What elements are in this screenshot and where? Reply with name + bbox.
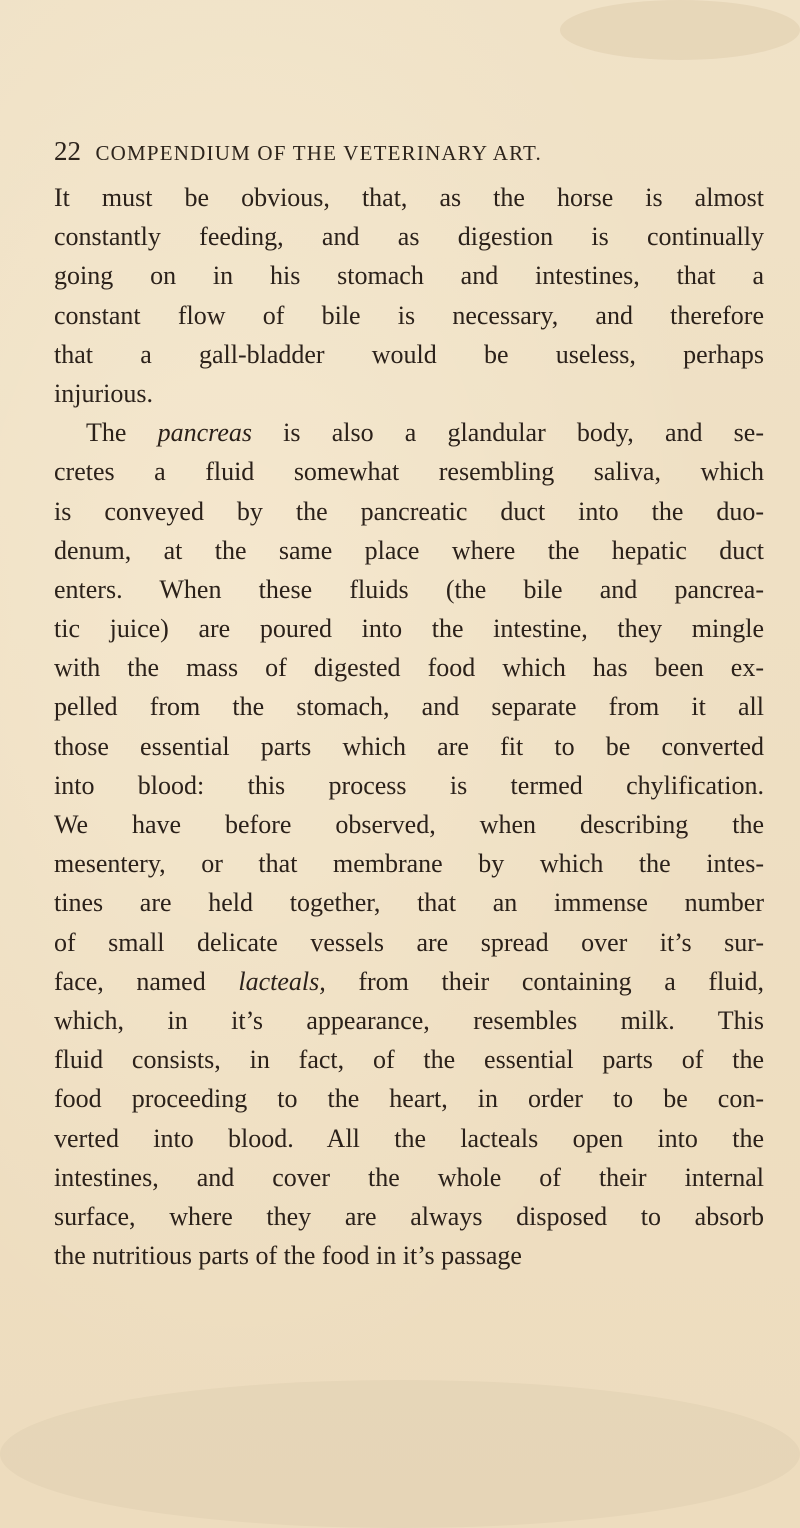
- text-run: those essential parts which are fit to be converted: [54, 731, 764, 761]
- text-line: [54, 178, 764, 217]
- paragraph: [54, 178, 764, 413]
- text-run: of small delicate vessels are spread over it’s sur-: [54, 927, 764, 957]
- text-line: [54, 492, 764, 531]
- text-line: [54, 766, 764, 805]
- text-run: into blood: this process is termed chylification.: [54, 770, 764, 800]
- text-line: [54, 1001, 764, 1040]
- text-line: [54, 687, 764, 726]
- text-line: [54, 413, 764, 452]
- text-line: [54, 648, 764, 687]
- text-line: [54, 1079, 764, 1118]
- text-run: face, named: [54, 966, 239, 996]
- text-line: [54, 217, 764, 256]
- text-run: going on in his stomach and intestines, that a: [54, 261, 764, 291]
- text-run: constant flow of bile is necessary, and therefore: [54, 300, 764, 330]
- text-run: is also a glandular body, and se-: [251, 418, 764, 448]
- text-run: fluid consists, in fact, of the essential parts of the: [54, 1045, 764, 1075]
- text-run: that a gall-bladder would be useless, perhaps: [54, 339, 764, 369]
- paper-stain: [560, 0, 800, 60]
- text-line: [54, 1119, 764, 1158]
- text-line: [54, 296, 764, 335]
- text-run: enters. When these fluids (the bile and pancrea-: [54, 574, 764, 604]
- text-line: [54, 374, 764, 413]
- text-run: denum, at the same place where the hepatic duct: [54, 535, 764, 565]
- text-line: [54, 1236, 764, 1275]
- text-line: [54, 256, 764, 295]
- text-run: mesentery, or that membrane by which the intes-: [54, 849, 764, 879]
- text-line: [54, 1197, 764, 1236]
- text-line: [54, 805, 764, 844]
- text-line: [54, 570, 764, 609]
- text-run: the nutritious parts of the food in it’s passage: [54, 1241, 522, 1271]
- text-run: intestines, and cover the whole of their internal: [54, 1162, 764, 1192]
- paper-stain: [0, 1380, 800, 1528]
- text-run: surface, where they are always disposed to absorb: [54, 1201, 764, 1231]
- text-line: [54, 531, 764, 570]
- body-text: [54, 178, 764, 1275]
- page-number: 22: [54, 136, 81, 166]
- text-line: [54, 1158, 764, 1197]
- text-line: [54, 727, 764, 766]
- text-run: tic juice) are poured into the intestine, they mingle: [54, 614, 764, 644]
- text-run: which, in it’s appearance, resembles milk. This: [54, 1005, 764, 1035]
- text-run: with the mass of digested food which has been ex-: [54, 653, 764, 683]
- text-run: cretes a fluid somewhat resembling saliva, which: [54, 457, 764, 487]
- text-line: [54, 844, 764, 883]
- text-run: verted into blood. All the lacteals open into the: [54, 1123, 764, 1153]
- italic-term: lacteals,: [238, 966, 326, 996]
- text-run: is conveyed by the pancreatic duct into the duo-: [54, 496, 764, 526]
- text-run: from their containing a fluid,: [325, 966, 764, 996]
- text-line: [54, 883, 764, 922]
- text-line: [54, 923, 764, 962]
- text-run: We have before observed, when describing the: [54, 810, 764, 839]
- paragraph: [54, 413, 764, 1275]
- text-line: [54, 962, 764, 1001]
- text-line: [54, 335, 764, 374]
- running-head: COMPENDIUM OF THE VETERINARY ART.: [95, 141, 542, 165]
- text-line: [54, 452, 764, 491]
- text-run: tines are held together, that an immense number: [54, 888, 764, 918]
- text-run: injurious.: [54, 378, 153, 408]
- text-run: It must be obvious, that, as the horse is almost: [54, 183, 764, 212]
- text-run: food proceeding to the heart, in order to be con-: [54, 1084, 764, 1114]
- page-header: [54, 136, 754, 167]
- text-run: pelled from the stomach, and separate from it all: [54, 692, 764, 722]
- text-line: [54, 609, 764, 648]
- text-run: The: [86, 418, 158, 448]
- text-run: constantly feeding, and as digestion is continually: [54, 222, 764, 252]
- text-line: [54, 1040, 764, 1079]
- italic-term: pancreas: [157, 418, 252, 448]
